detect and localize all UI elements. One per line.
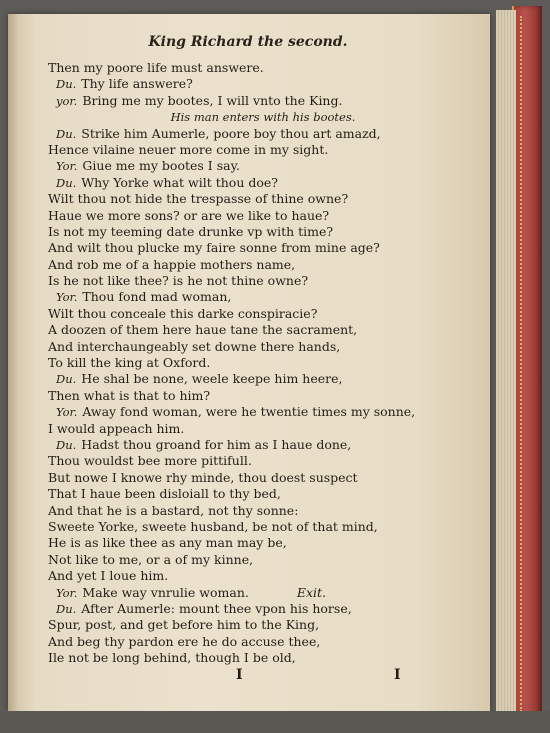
text-line [48, 257, 478, 273]
speaker-prefix: Yor. [56, 585, 78, 600]
text-line [48, 322, 478, 338]
text-line [48, 421, 478, 437]
verse-text: Wilt thou conceale this darke conspiracie? [48, 305, 318, 321]
speech-text: After Aumerle: mount thee vpon his horse, [81, 600, 352, 616]
signature-mark: I [236, 667, 243, 683]
text-line [48, 437, 478, 453]
text-line [48, 191, 478, 207]
stage-direction-text: His man enters with his bootes. [170, 110, 356, 125]
text-line [48, 289, 478, 305]
speaker-prefix: Du. [56, 126, 77, 141]
text-line [48, 76, 478, 92]
text-line [48, 224, 478, 240]
verse-text: Ile not be long behind, though I be old, [48, 650, 296, 666]
text-line [48, 355, 478, 371]
speech-text: Make way vnrulie woman. [82, 584, 249, 600]
verse-text: Then what is that to him? [48, 387, 211, 403]
text-line [48, 519, 478, 535]
speaker-prefix: Yor. [56, 405, 78, 420]
exit-direction: Exit. [296, 584, 327, 600]
text-line [48, 634, 478, 650]
speech-text: Away fond woman, were he twentie times my sonne, [82, 404, 416, 420]
text-line [48, 535, 478, 551]
verse-text: And rob me of a happie mothers name, [48, 256, 296, 272]
speech-text: Why Yorke what wilt thou doe? [81, 174, 278, 190]
speech-text: Giue me my bootes I say. [82, 158, 240, 174]
speech-text: Hadst thou groand for him as I haue done, [81, 436, 352, 452]
text-line [48, 175, 478, 191]
verse-text: And wilt thou plucke my faire sonne from mine age? [48, 240, 380, 256]
text-line [48, 158, 478, 174]
text-line [48, 552, 478, 568]
verse-text: Is not my teeming date drunke vp with time? [48, 223, 334, 239]
text-line [48, 339, 478, 355]
speech-text: Thy life answere? [81, 76, 193, 92]
verse-text: A doozen of them here haue tane the sacrament, [48, 322, 358, 338]
verse-text: Wilt thou not hide the trespasse of thine owne? [48, 191, 349, 207]
verse-text: And beg thy pardon ere he do accuse thee, [48, 633, 321, 649]
verse-text: Spur, post, and get before him to the King, [48, 617, 320, 633]
verse-text: And that he is a bastard, not thy sonne: [48, 502, 299, 518]
verse-text: But nowe I knowe rhy minde, thou doest suspect [48, 469, 358, 485]
speaker-prefix: Du. [56, 437, 77, 452]
speech-text: Strike him Aumerle, poore boy thou art amazd, [81, 125, 381, 141]
speaker-prefix: yor. [56, 93, 78, 108]
text-line [48, 470, 478, 486]
text-line [48, 93, 478, 109]
verse-text: Hence vilaine neuer more come in my sight. [48, 141, 329, 157]
text-line [48, 503, 478, 519]
text-block [48, 60, 478, 666]
text-line [48, 60, 478, 76]
page-bottom-shadow [0, 711, 550, 733]
text-line [48, 371, 478, 387]
text-line [48, 208, 478, 224]
text-line [48, 453, 478, 469]
verse-text: I would appeach him. [48, 420, 185, 436]
book-cover-edge [512, 6, 542, 722]
speech-text: Thou fond mad woman, [82, 289, 232, 305]
verse-text: Haue we more sons? or are we like to haue? [48, 207, 330, 223]
verse-text: Sweete Yorke, sweete husband, be not of that mind, [48, 518, 378, 534]
text-line [48, 568, 478, 584]
speech-text: He shal be none, weele keepe him heere, [81, 371, 343, 387]
text-line [48, 585, 478, 601]
running-title: King Richard the second. [148, 34, 348, 50]
text-line [48, 617, 478, 633]
speech-text: Bring me my bootes, I will vnto the King. [82, 92, 343, 108]
text-line [48, 142, 478, 158]
page-stack [496, 10, 516, 716]
speaker-prefix: Du. [56, 601, 77, 616]
text-line [48, 388, 478, 404]
verse-text: And interchaungeably set downe there hands, [48, 338, 341, 354]
verse-text: That I haue been disloiall to thy bed, [48, 486, 281, 502]
text-line [48, 486, 478, 502]
speaker-prefix: Du. [56, 372, 77, 387]
book-page [8, 14, 490, 711]
speaker-prefix: Yor. [56, 290, 78, 305]
text-line [48, 306, 478, 322]
text-line [48, 240, 478, 256]
verse-text: He is as like thee as any man may be, [48, 535, 287, 551]
speaker-prefix: Yor. [56, 159, 78, 174]
verse-text: Is he not like thee? is he not thine owne? [48, 273, 309, 289]
text-line [48, 650, 478, 666]
verse-text: And yet I loue him. [48, 568, 169, 584]
text-line [48, 273, 478, 289]
verse-text: Not like to me, or a of my kinne, [48, 551, 254, 567]
text-line [48, 404, 478, 420]
verse-text: To kill the king at Oxford. [48, 355, 211, 371]
speaker-prefix: Du. [56, 77, 77, 92]
verse-text: Thou wouldst bee more pittifull. [48, 453, 252, 469]
catchword: I [394, 667, 401, 683]
verse-text: Then my poore life must answere. [48, 60, 264, 75]
stage-direction [48, 109, 478, 125]
text-line [48, 126, 478, 142]
speaker-prefix: Du. [56, 175, 77, 190]
text-line [48, 601, 478, 617]
